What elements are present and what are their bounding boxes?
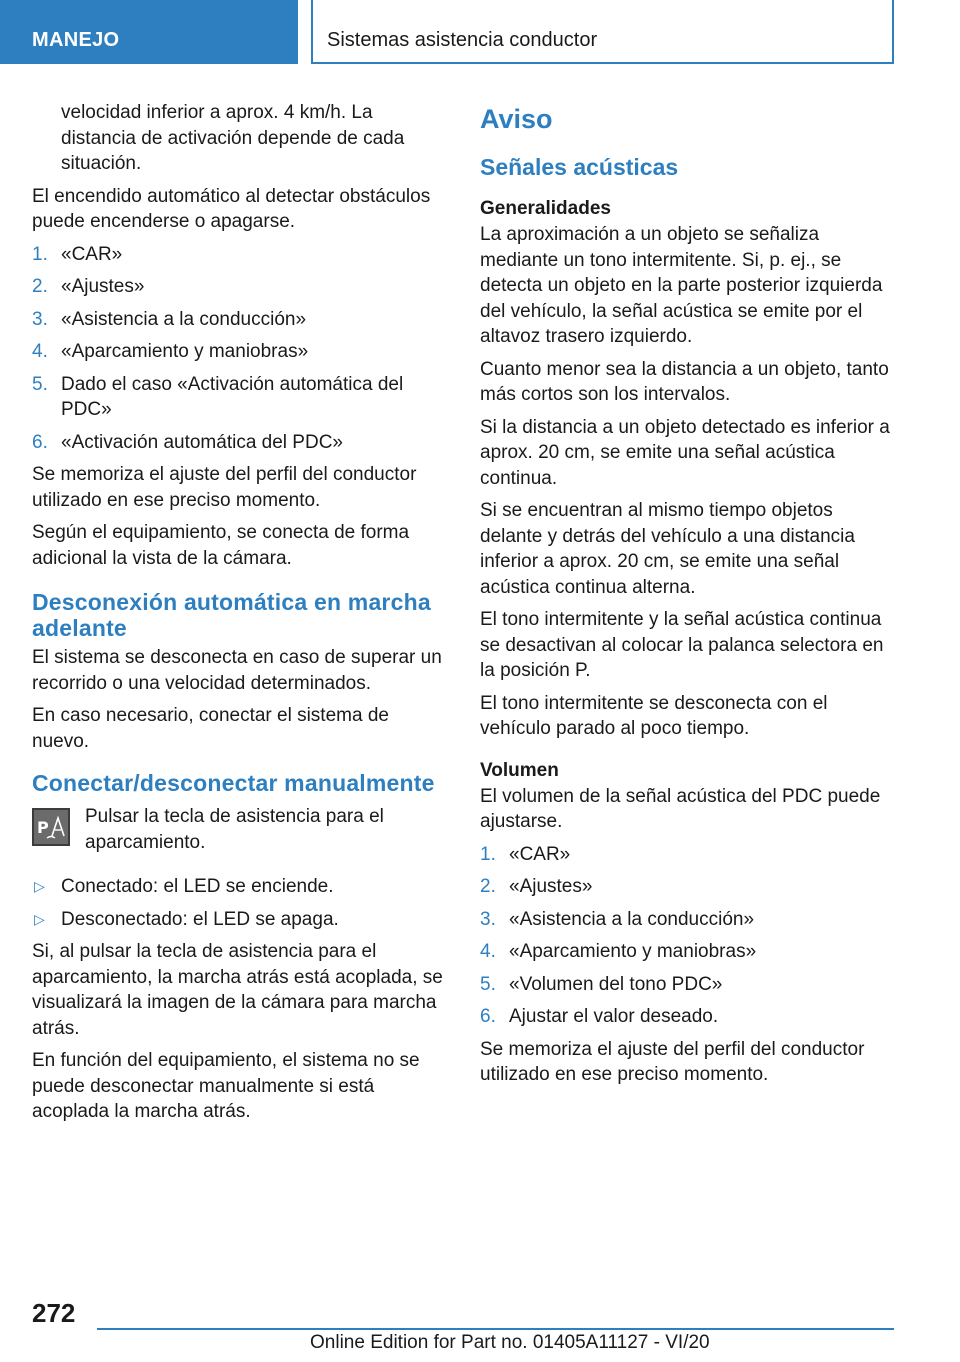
list-number: 1.: [32, 243, 48, 265]
right-column: [480, 100, 898, 1095]
paragraph: Cuanto menor sea la distancia a un objeto, tanto más cortos son los intervalos.: [480, 358, 889, 405]
section-heading: Desconexión automática en marcha adelante: [32, 589, 431, 641]
list-item: [480, 874, 898, 900]
list-text: Desconectado: el LED se apaga.: [61, 908, 339, 930]
park-assist-button-icon: [32, 808, 70, 846]
list-number: 2.: [480, 876, 496, 897]
list-item: [32, 372, 450, 423]
paragraph: El tono intermitente y la señal acústica continua se desactivan al colocar la palanca selectora en la posición P.: [480, 609, 884, 681]
paragraph: Se memoriza el ajuste del perfil del conductor utilizado en ese preciso momento.: [480, 1038, 865, 1085]
list-text: «Activación automática del PDC»: [61, 431, 343, 453]
subsection-heading: Generalidades: [480, 198, 611, 219]
list-number: 3.: [480, 908, 496, 930]
header-chapter-label: Sistemas asistencia conductor: [327, 29, 598, 51]
list-number: 6.: [480, 1006, 496, 1027]
button-instruction-text: Pulsar la tecla de asistencia para el aparcamiento.: [85, 806, 384, 853]
section-heading: Conectar/desconectar manualmente: [32, 770, 435, 796]
list-item: [480, 1004, 898, 1030]
status-list: [32, 874, 450, 932]
button-instruction: [32, 804, 450, 868]
header-chapter-tab: [311, 0, 894, 64]
list-number: 4.: [32, 341, 48, 362]
svg-text:P: P: [37, 818, 49, 837]
header-section-tab: [0, 0, 298, 64]
paragraph: Según el equipamiento, se conecta de forma adicional la vista de la cámara.: [32, 522, 410, 569]
list-item: [32, 430, 450, 456]
steps-list: [480, 842, 898, 1030]
paragraph: Si la distancia a un objeto detectado es inferior a aprox. 20 cm, se emite una señal acústica continua.: [480, 416, 890, 489]
list-text: Ajustar el valor deseado.: [509, 1006, 719, 1027]
list-item: [480, 972, 898, 998]
list-text: Conectado: el LED se enciende.: [61, 876, 334, 897]
page-number: 272: [32, 1298, 76, 1328]
list-item: [32, 874, 450, 900]
list-number: 2.: [32, 276, 48, 297]
list-text: Dado el caso «Activación automática del PDC»: [61, 373, 404, 420]
list-item: [480, 939, 898, 965]
paragraph: velocidad inferior a aprox. 4 km/h. La distancia de activación depende de cada situación.: [61, 102, 405, 174]
footer-edition: Online Edition for Part no. 01405A11127 - VI/20: [310, 1332, 710, 1353]
list-text: «Asistencia a la conducción»: [509, 908, 755, 930]
paragraph: En función del equipamiento, el sistema no se puede desconectar manualmente si está acoplada la marcha atrás.: [32, 1050, 420, 1122]
list-text: «Ajustes»: [61, 276, 145, 297]
paragraph: El volumen de la señal acústica del PDC puede ajustarse.: [480, 785, 881, 832]
list-text: «Aparcamiento y maniobras»: [61, 341, 309, 362]
list-number: 6.: [32, 431, 48, 453]
list-text: «CAR»: [61, 243, 123, 265]
paragraph: El sistema se desconecta en caso de superar un recorrido o una velocidad determinados.: [32, 647, 442, 694]
list-number: 5.: [32, 373, 48, 395]
list-text: «Ajustes»: [509, 876, 593, 897]
list-item: [32, 242, 450, 268]
triangle-right-icon: ▷: [34, 910, 45, 927]
header-section-label: MANEJO: [32, 29, 120, 51]
chapter-heading: Aviso: [480, 104, 553, 134]
paragraph: Se memoriza el ajuste del perfil del conductor utilizado en ese preciso momento.: [32, 464, 417, 511]
list-number: 3.: [32, 308, 48, 330]
list-number: 4.: [480, 941, 496, 962]
list-item: [32, 907, 450, 933]
list-number: 5.: [480, 973, 496, 995]
list-number: 1.: [480, 843, 496, 865]
section-heading: Señales acústicas: [480, 154, 679, 180]
list-text: «CAR»: [509, 843, 571, 865]
list-text: «Volumen del tono PDC»: [509, 973, 723, 995]
list-item: [32, 307, 450, 333]
list-item: [32, 274, 450, 300]
paragraph: En caso necesario, conectar el sistema de nuevo.: [32, 705, 389, 752]
list-text: «Asistencia a la conducción»: [61, 308, 307, 330]
list-item: [480, 907, 898, 933]
paragraph: El encendido automático al detectar obstáculos puede encenderse o apagarse.: [32, 185, 431, 232]
triangle-right-icon: ▷: [34, 878, 45, 894]
list-item: [32, 339, 450, 365]
subsection-heading: Volumen: [480, 759, 559, 781]
footer-divider: [97, 1328, 894, 1330]
paragraph: El tono intermitente se desconecta con el vehículo parado al poco tiempo.: [480, 692, 828, 739]
left-column: [32, 100, 450, 1132]
steps-list: [32, 242, 450, 456]
list-text: «Aparcamiento y maniobras»: [509, 941, 757, 962]
paragraph: Si, al pulsar la tecla de asistencia para el aparcamiento, la marcha atrás está acoplada, se visualizará la imagen de la cámara para marcha atrás.: [32, 941, 443, 1039]
paragraph: La aproximación a un objeto se señaliza mediante un tono intermitente. Si, p. ej., se detecta un objeto en la parte posterior izquierda del vehículo, la señal acústica se emite por el altavoz trasero izquierdo.: [480, 224, 883, 347]
paragraph: Si se encuentran al mismo tiempo objetos delante y detrás del vehículo a una distancia inferior a aprox. 20 cm, se emite una señal acústica continua alterna.: [480, 500, 855, 598]
list-item: [480, 842, 898, 868]
